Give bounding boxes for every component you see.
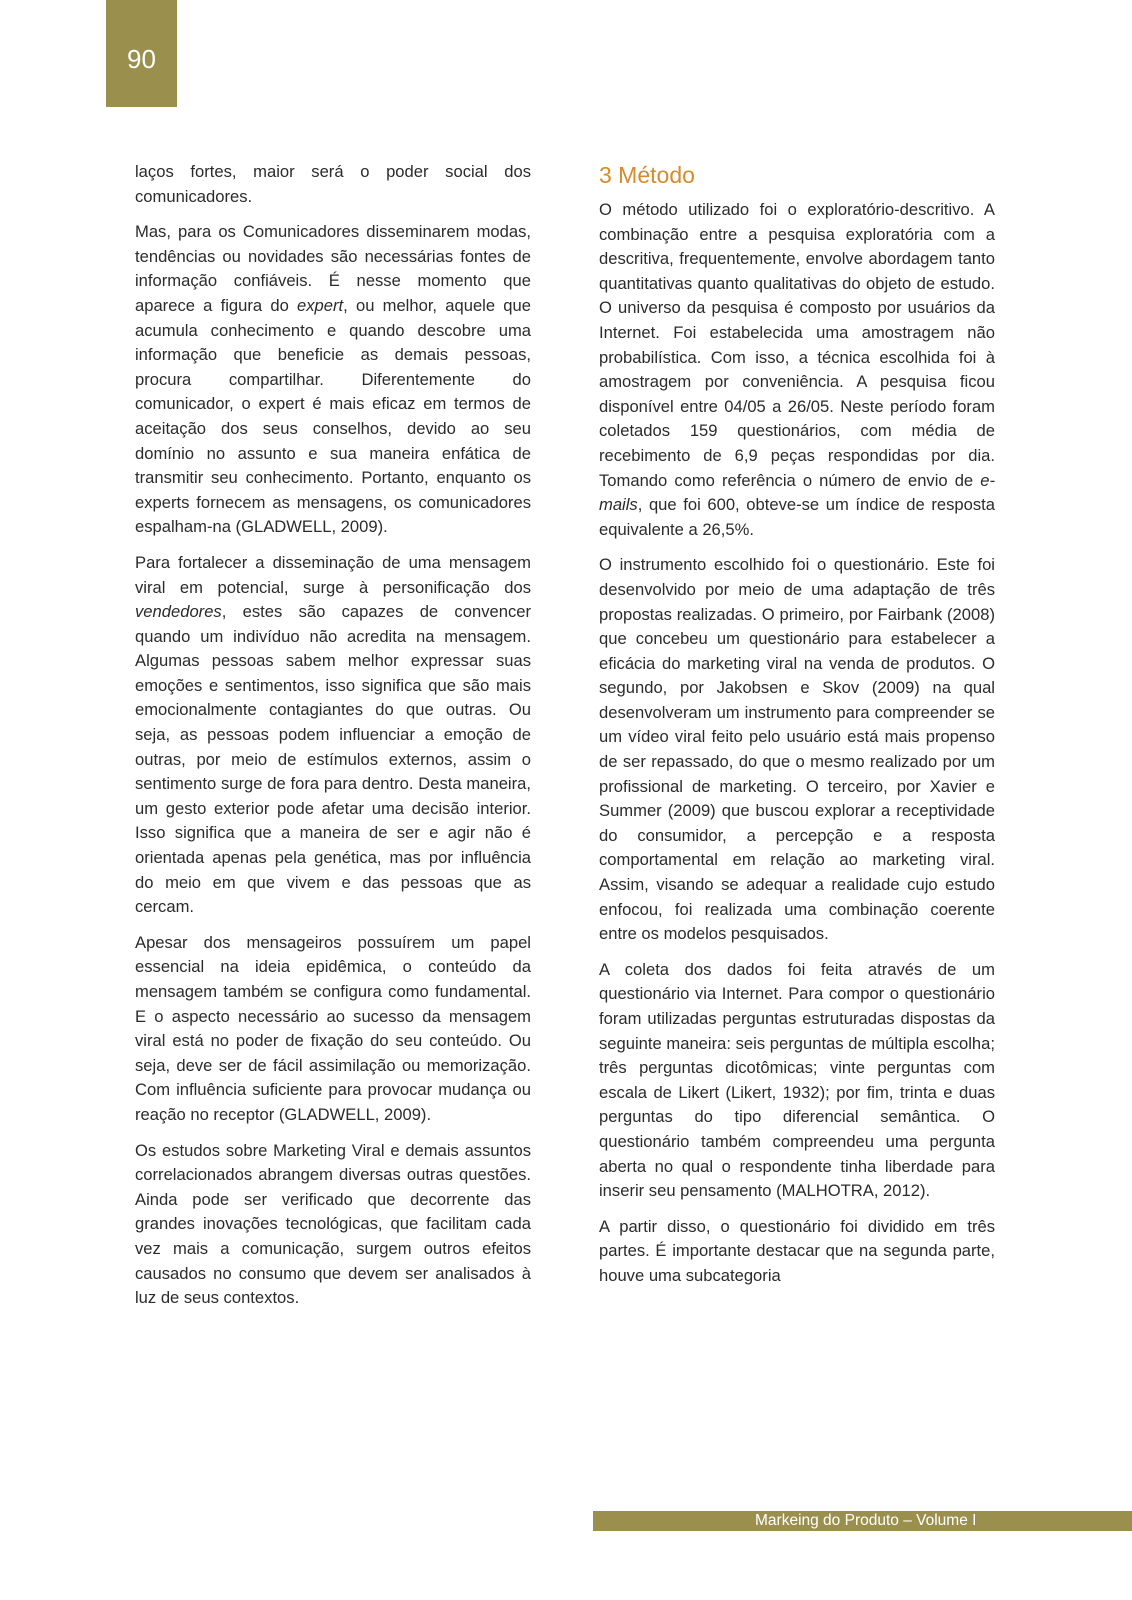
paragraph: A coleta dos dados foi feita através de um questionário via Internet. Para compor o questionário foram utilizadas perguntas estruturadas dispostas da seguinte maneira: seis perguntas de múltipla escolha; três perguntas dicotômicas; vinte perguntas com escala de Likert (Likert, 1932); por fim, trinta e duas perguntas do tipo diferencial semântica. O questionário também compreendeu uma pergunta aberta no qual o respondente tinha liberdade para inserir seu pensamento (MALHOTRA, 2012). — [599, 959, 995, 1201]
paragraph: Os estudos sobre Marketing Viral e demais assuntos correlacionados abrangem diversas outras questões. Ainda pode ser verificado que decorrente das grandes inovações tecnológicas, que facilitam cada vez mais a comunicação, surgem outros efeitos causados no consumo que devem ser analisados à luz de seus contextos. — [135, 1140, 531, 1308]
italic-term: expert — [297, 295, 344, 315]
left-column — [135, 160, 531, 1322]
paragraph: O instrumento escolhido foi o questionário. Este foi desenvolvido por meio de uma adaptação de três propostas realizadas. O primeiro, por Fairbank (2008) que concebeu um questionário para estabelecer a eficácia do marketing viral na venda de produtos. O segundo, por Jakobsen e Skov (2009) na qual desenvolveram um instrumento para compreender se um vídeo viral feito pelo usuário está mais propenso de ser repassado, do que o mesmo realizado por um profissional de marketing. O terceiro, por Xavier e Summer (2009) que buscou explorar a receptividade do consumidor, a percepção e a resposta comportamental em relação ao marketing viral. Assim, visando se adequar a realidade cujo estudo enfocou, foi realizada uma combinação coerente entre os modelos pesquisados. — [599, 555, 995, 944]
paragraph: Para fortalecer a disseminação de uma mensagem viral em potencial, surge à personificação dos vendedores, estes são capazes de convencer quando um indivíduo não acredita na mensagem. Algumas pessoas sabem melhor expressar suas emoções e sentimentos, isso significa que são mais emocionalmente contagiantes do que outras. Ou seja, as pessoas podem influenciar a emoção de outras, por meio de estímulos externos, assim o sentimento surge de fora para dentro. Desta maneira, um gesto exterior pode afetar uma decisão interior. Isso significa que a maneira de ser e agir não é orientada apenas pela genética, mas por influência do meio em que vivem e das pessoas que as cercam. — [135, 552, 531, 917]
section-heading: 3 Método — [599, 162, 695, 188]
italic-term: vendedores — [135, 602, 222, 622]
paragraph: Apesar dos mensageiros possuírem um papel essencial na ideia epidêmica, o conteúdo da mensagem também se configura como fundamental. E o aspecto necessário ao sucesso da mensagem viral está no poder de fixação do seu conteúdo. Ou seja, deve ser de fácil assimilação ou memorização. Com influência suficiente para provocar mudança ou reação no receptor (GLADWELL, 2009). — [135, 932, 531, 1124]
italic-term: e-mails — [599, 470, 995, 515]
page-number: 90 — [127, 44, 156, 74]
page-number-tab — [106, 0, 177, 107]
paragraph: laços fortes, maior será o poder social dos comunicadores. — [135, 162, 531, 206]
right-column — [599, 160, 995, 1300]
paragraph: O método utilizado foi o exploratório-descritivo. A combinação entre a pesquisa exploratória com a descritiva, frequentemente, envolve abordagem tanto quantitativas quanto qualitativas do objeto de estudo. O universo da pesquisa é composto por usuários da Internet. Foi estabelecida uma amostragem não probabilística. Com isso, a técnica escolhida foi à amostragem por conveniência. A pesquisa ficou disponível entre 04/05 a 26/05. Neste período foram coletados 159 questionários, com média de recebimento de 6,9 peças respondidas por dia. Tomando como referência o número de envio de e-mails, que foi 600, obteve-se um índice de resposta equivalente a 26,5%. — [599, 200, 995, 539]
footer-text: Markeing do Produto – Volume I — [755, 1512, 977, 1529]
footer-bar — [593, 1511, 1132, 1531]
paragraph: Mas, para os Comunicadores disseminarem modas, tendências ou novidades são necessárias fontes de informação confiáveis. É nesse momento que aparece a figura do expert, ou melhor, aquele que acumula conhecimento e quando descobre uma informação que beneficie as demais pessoas, procura compartilhar. Diferentemente do comunicador, o expert é mais eficaz em termos de aceitação dos seus conselhos, devido ao seu domínio no assunto e sua maneira enfática de transmitir seu conhecimento. Portanto, enquanto os experts fornecem as mensagens, os comunicadores espalham-na (GLADWELL, 2009). — [135, 222, 531, 537]
paragraph: A partir disso, o questionário foi dividido em três partes. É importante destacar que na segunda parte, houve uma subcategoria — [599, 1216, 995, 1285]
